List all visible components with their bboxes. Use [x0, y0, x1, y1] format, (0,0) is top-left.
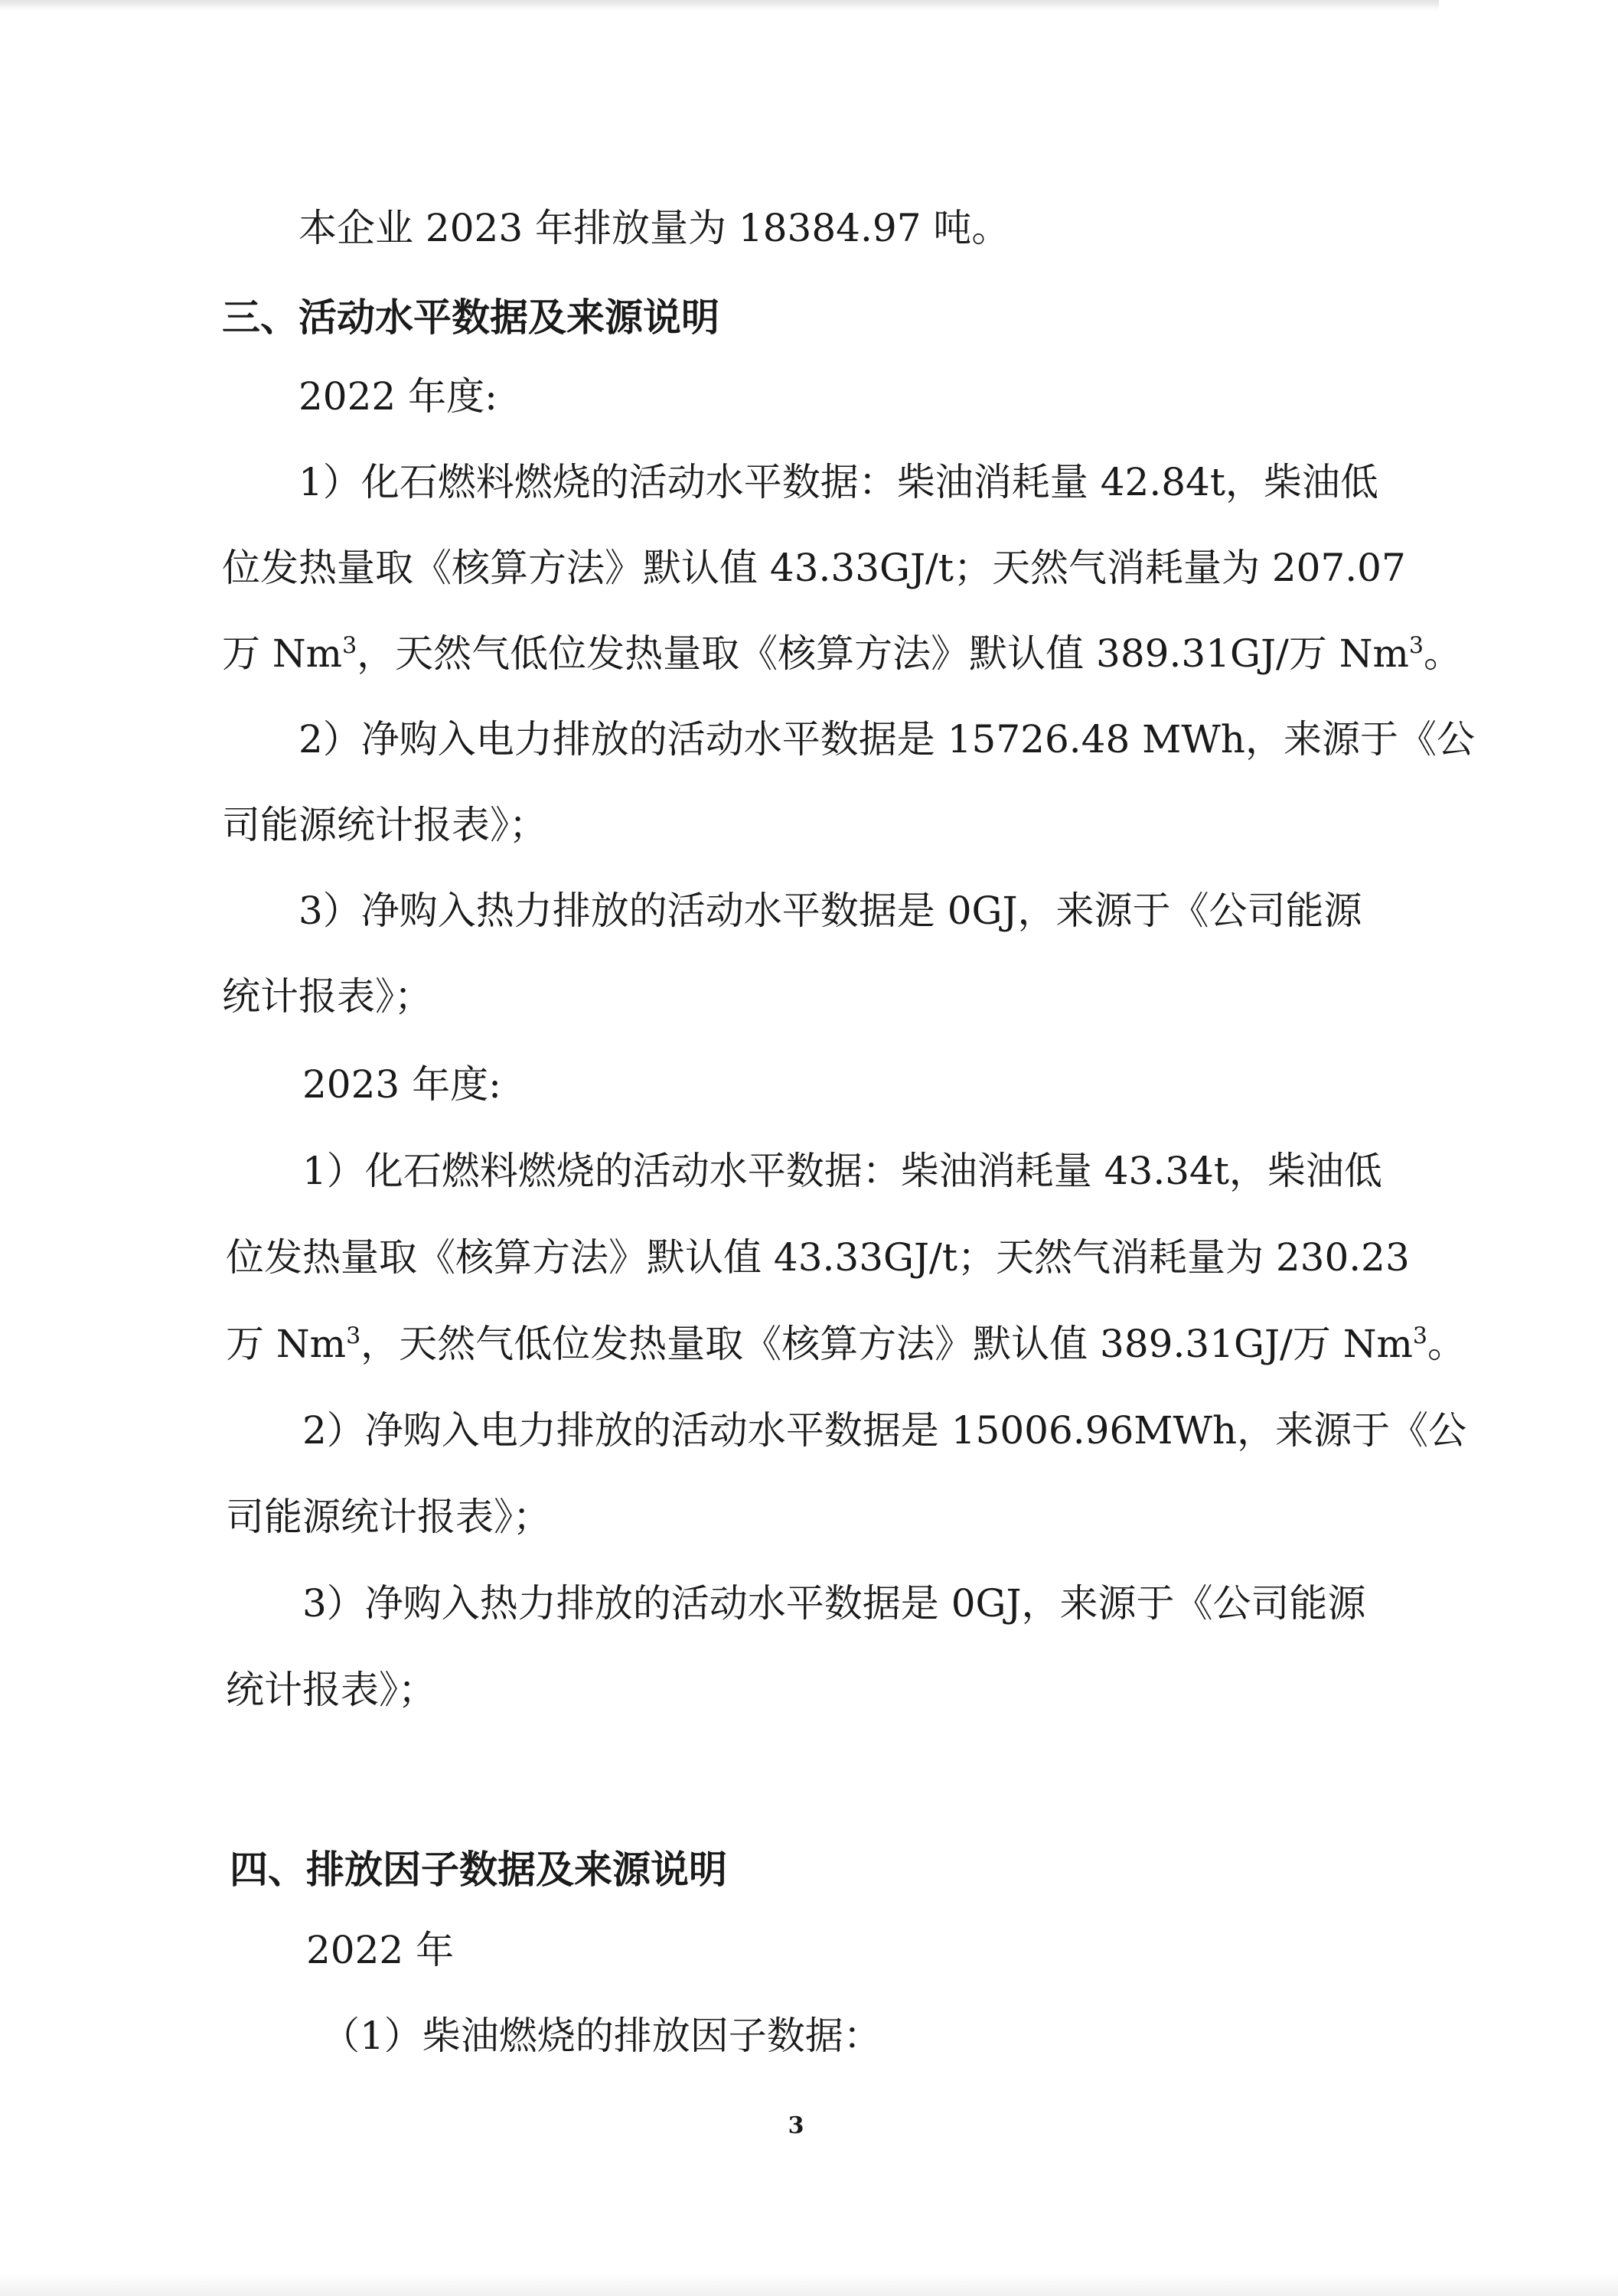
page-number: 3 [788, 2112, 804, 2139]
y2022-item2-line2: 司能源统计报表》； [222, 803, 547, 847]
section4-item1: （1）柴油燃烧的排放因子数据： [321, 2014, 882, 2058]
section3-heading: 三、活动水平数据及来源说明 [222, 295, 719, 340]
y2023-item1-line1: 1）化石燃料燃烧的活动水平数据：柴油消耗量 43.34t，柴油低 [302, 1149, 1382, 1193]
year-2023-label: 2023 年度: [302, 1062, 501, 1107]
y2022-item1-line2: 位发热量取《核算方法》默认值 43.33GJ/t；天然气消耗量为 207.07 [222, 546, 1406, 590]
y2023-item3-line2: 统计报表》； [226, 1668, 436, 1712]
year-2022-label: 2022 年度: [298, 374, 497, 419]
y2022-item3-line2: 统计报表》； [222, 974, 432, 1019]
summary-2023: 本企业 2023 年排放量为 18384.97 吨。 [298, 206, 1010, 250]
y2022-item1-line3: 万 Nm$^3$，天然气低位发热量取《核算方法》默认值 389.31GJ/万 Nm$^3$。 [222, 631, 1462, 676]
y2023-item2-line1: 2）净购入电力排放的活动水平数据是 15006.96MWh，来源于《公 [302, 1408, 1467, 1453]
y2023-item1-line3: 万 Nm$^3$，天然气低位发热量取《核算方法》默认值 389.31GJ/万 Nm$^3$。 [226, 1322, 1466, 1366]
y2022-item3-line1: 3）净购入热力排放的活动水平数据是 0GJ，来源于《公司能源 [298, 889, 1362, 933]
y2022-item1-line1: 1）化石燃料燃烧的活动水平数据：柴油消耗量 42.84t，柴油低 [298, 460, 1378, 504]
scan-edge-bottom [0, 2273, 1618, 2296]
y2023-item3-line1: 3）净购入热力排放的活动水平数据是 0GJ，来源于《公司能源 [302, 1581, 1366, 1626]
y2023-item1-line2: 位发热量取《核算方法》默认值 43.33GJ/t；天然气消耗量为 230.23 [226, 1235, 1410, 1280]
scan-edge-top [0, 0, 1439, 11]
section4-heading: 四、排放因子数据及来源说明 [230, 1848, 727, 1892]
y2022-item2-line1: 2）净购入电力排放的活动水平数据是 15726.48 MWh，来源于《公 [298, 717, 1475, 762]
section4-year-label: 2022 年 [306, 1928, 455, 1972]
y2023-item2-line2: 司能源统计报表》； [226, 1495, 551, 1539]
